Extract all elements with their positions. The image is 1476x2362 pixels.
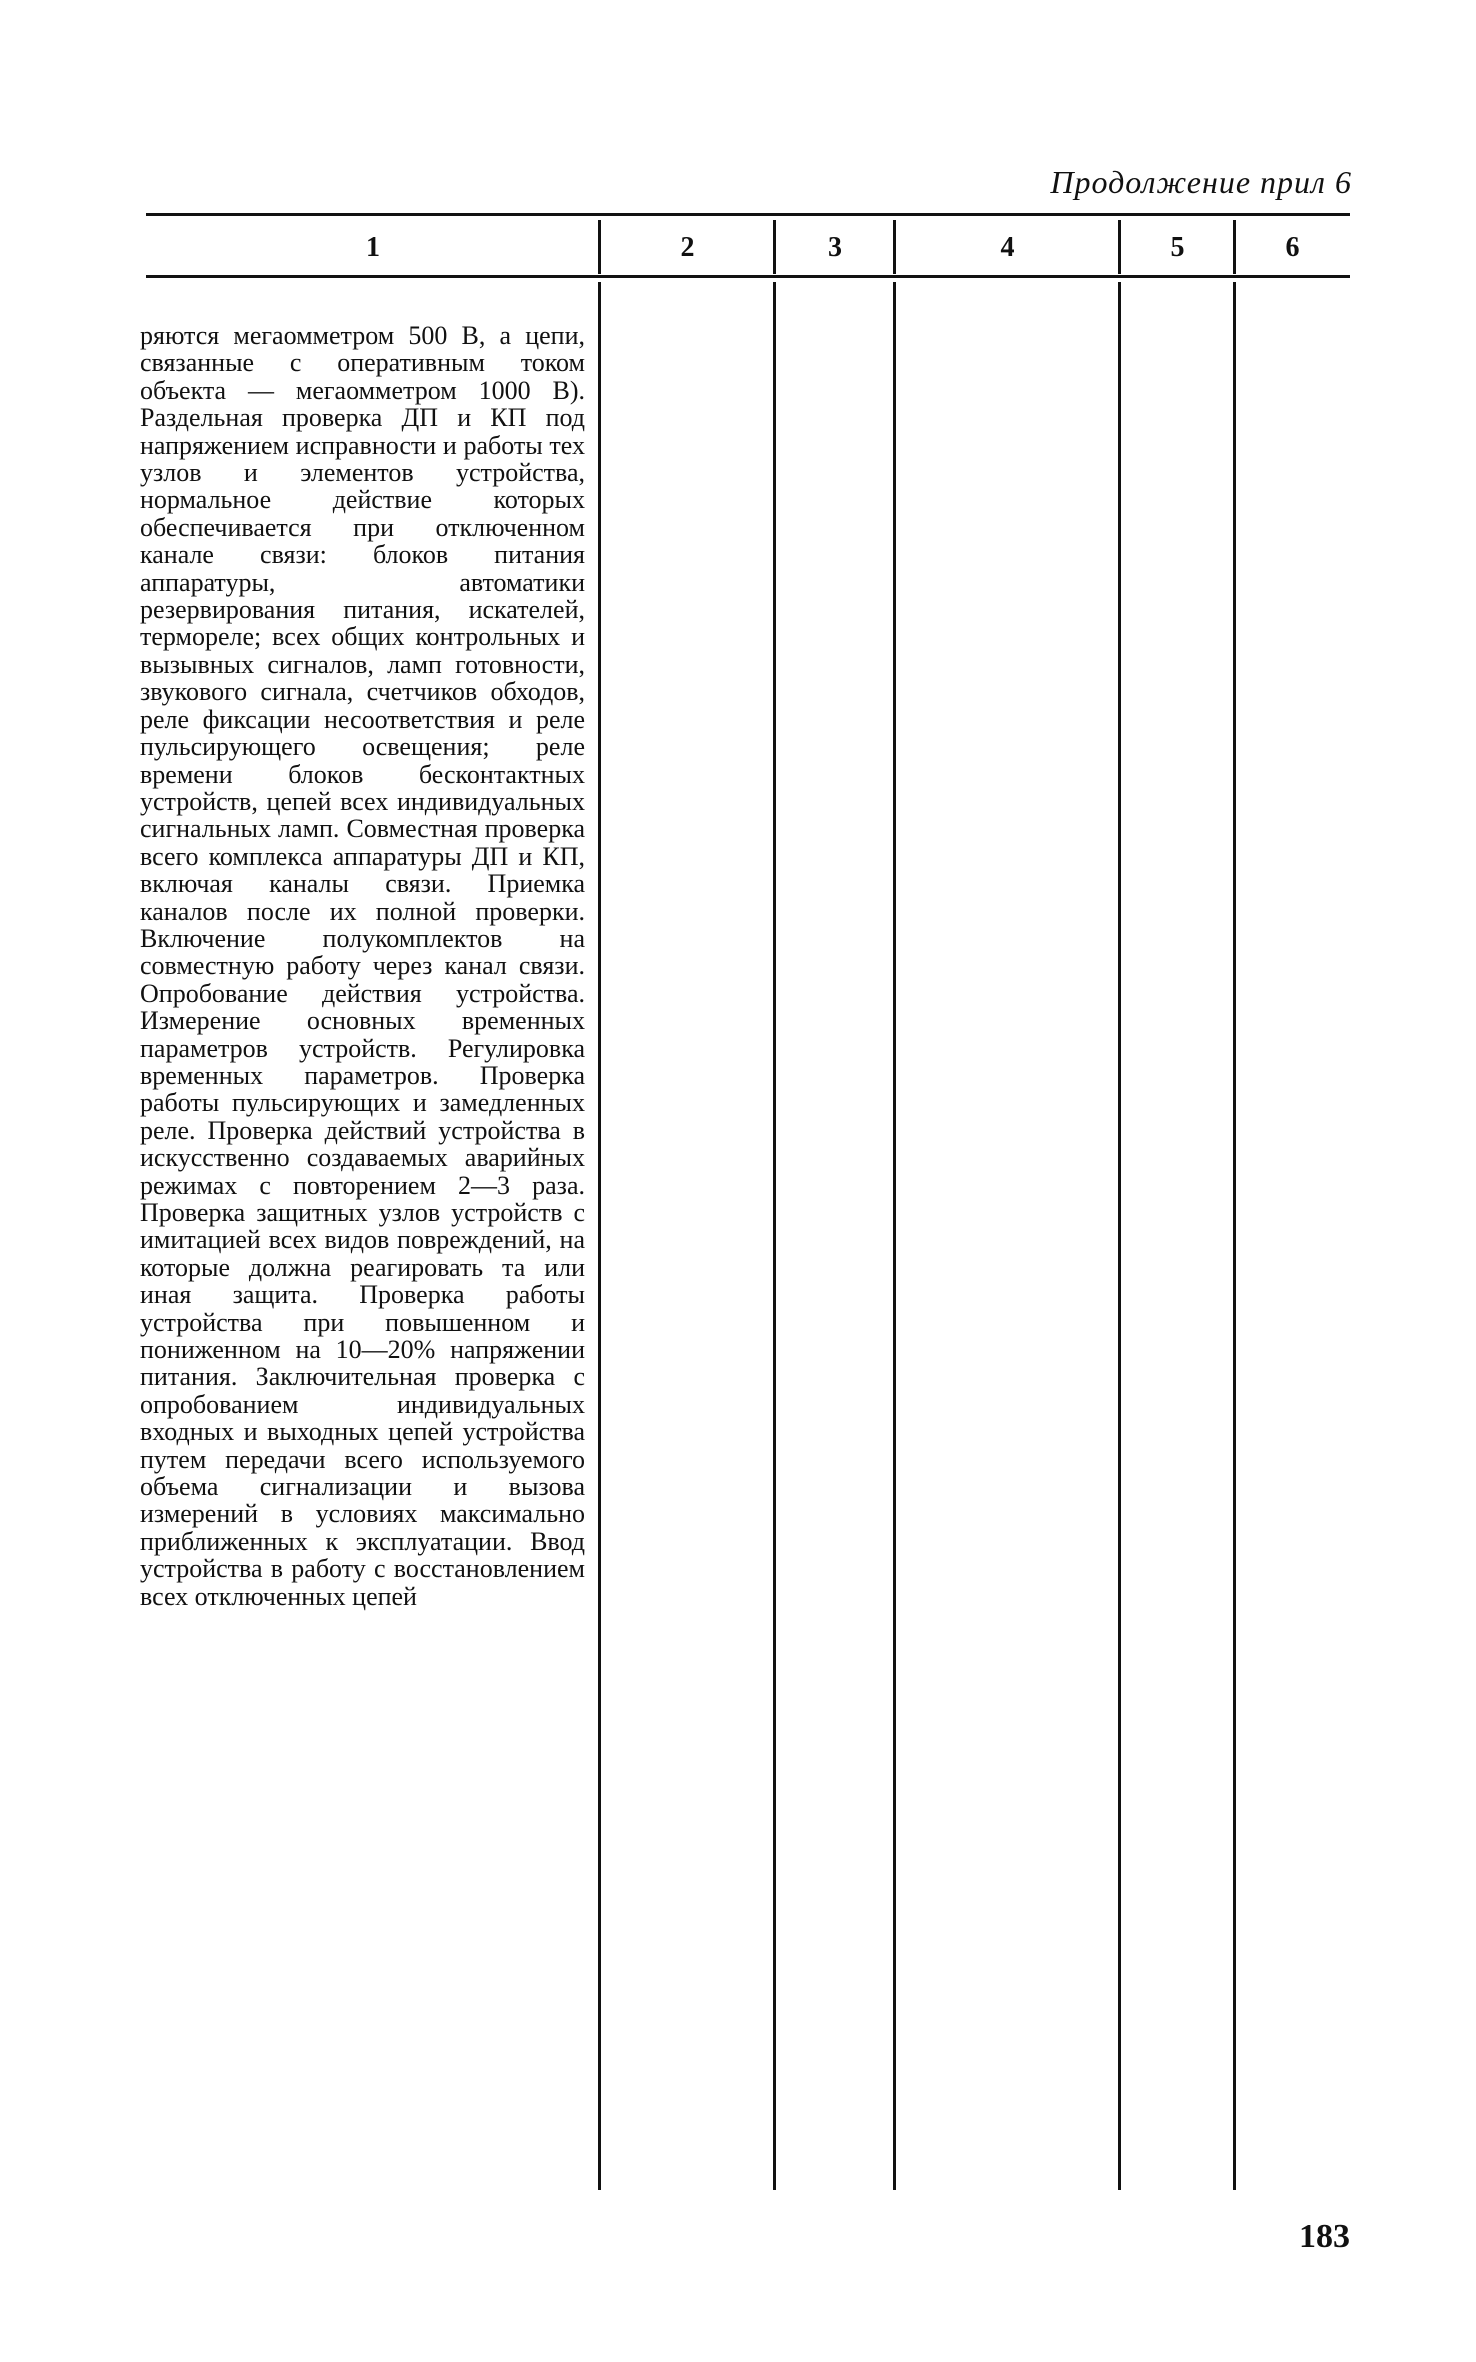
page-number: 183 <box>1299 2218 1350 2255</box>
column-divider-head <box>1233 220 1236 274</box>
column-divider-head <box>773 220 776 274</box>
table-top-rule <box>146 213 1350 216</box>
column-divider-head <box>893 220 896 274</box>
column-number-1: 1 <box>366 232 380 263</box>
column-divider-head <box>1118 220 1121 274</box>
column-divider <box>773 282 776 2190</box>
column-number-5: 5 <box>1170 232 1185 263</box>
column-number-2: 2 <box>680 232 695 263</box>
column-number-6: 6 <box>1285 232 1300 263</box>
continuation-label: Продолжение прил 6 <box>1050 164 1352 200</box>
column-divider-head <box>598 220 601 274</box>
column-divider <box>598 282 601 2190</box>
column-number-4: 4 <box>1000 232 1015 263</box>
table-header-rule <box>146 275 1350 278</box>
column-divider <box>893 282 896 2190</box>
column-divider <box>1233 282 1236 2190</box>
column-divider <box>1118 282 1121 2190</box>
column-number-3: 3 <box>828 232 842 263</box>
column-1-text: ряются мегаомметром 500 В, а цепи, связанные с оперативным током объекта — мегаомметром 1000 В). Раздельная проверка ДП и КП под напряжением исправности и работы тех узлов и элементов устройства, нормальное действие которых обеспечивается при отключенном канале связи: блоков питания аппаратуры, автоматики резервирования питания, искателей, термореле; всех общих контрольных и вызывных сигналов, ламп готовности, звукового сигнала, счетчиков обходов, реле фиксации несоответствия и реле пульсирующего освещения; реле времени блоков бесконтактных устройств, цепей всех индивидуальных сигнальных ламп. Совместная проверка всего комплекса аппаратуры ДП и КП, включая каналы связи. Приемка каналов после их полной проверки. Включение полукомплектов на совместную работу через канал связи. Опробование действия устройства. Измерение основных временных параметров устройств. Регулировка временных параметров. Проверка работы пульсирующих и замедленных реле. Проверка действий устройства в искусственно создаваемых аварийных режимах с повторением 2—3 раза. Проверка защитных узлов устройств с имитацией всех видов повреждений, на которые должна реагировать та или иная защита. Проверка работы устройства при повышенном и пониженном на 10—20% напряжении питания. Заключительная проверка с опробованием индивидуальных входных и выходных цепей устройства путем передачи всего используемого объема сигнализации и вызова измерений в условиях максимально приближенных к эксплуатации. Ввод устройства в работу с восстановлением всех отключенных цепей <box>140 321 585 1611</box>
